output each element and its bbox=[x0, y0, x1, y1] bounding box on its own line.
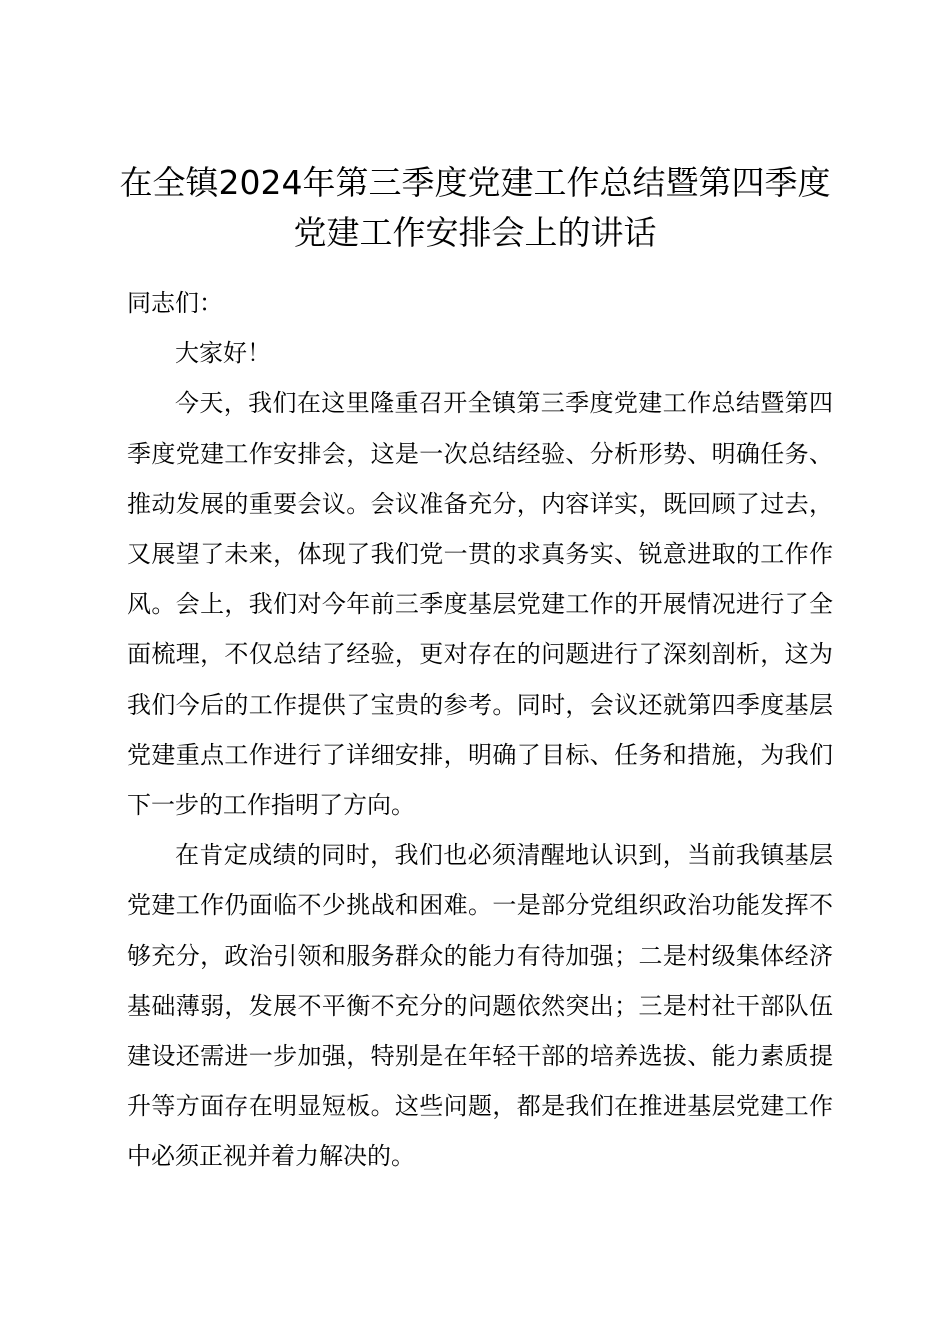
document-title: 在全镇2024年第三季度党建工作总结暨第四季度党建工作安排会上的讲话 bbox=[119, 163, 831, 252]
salutation: 同志们： bbox=[127, 289, 223, 317]
document-body bbox=[127, 278, 833, 1182]
paragraph-greeting: 大家好！ bbox=[175, 339, 271, 368]
paragraph-challenges: 在肯定成绩的同时，我们也必须清醒地认识到，当前我镇基层党建工作仍面临不少挑战和困难。一是部分党组织政治功能发挥不够充分，政治引领和服务群众的能力有待加强；二是村级集体经济基础薄弱，发展不平衡不充分的问题依然突出；三是村社干部队伍建设还需进一步加强，特别是在年轻干部的培养选拔、能力素质提升等方面存在明显短板。这些问题，都是我们在推进基层党建工作中必须正视并着力解决的。 bbox=[127, 841, 833, 1171]
paragraph-meeting-overview: 今天，我们在这里隆重召开全镇第三季度党建工作总结暨第四季度党建工作安排会，这是一次总结经验、分析形势、明确任务、推动发展的重要会议。会议准备充分，内容详实，既回顾了过去，又展望了未来，体现了我们党一贯的求真务实、锐意进取的工作作风。会上，我们对今年前三季度基层党建工作的开展情况进行了全面梳理，不仅总结了经验，更对存在的问题进行了深刻剖析，这为我们今后的工作提供了宝贵的参考。同时，会议还就第四季度基层党建重点工作进行了详细安排，明确了目标、任务和措施，为我们下一步的工作指明了方向。 bbox=[127, 389, 833, 820]
